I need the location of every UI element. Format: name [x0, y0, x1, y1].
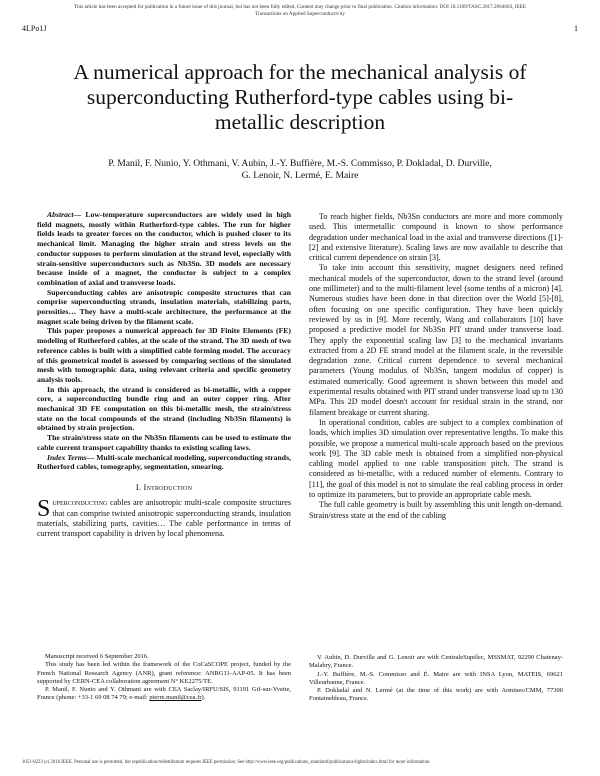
body-paragraph-3: In operational condition, cables are subject to a complex combination of loads, which implies 3D simulation over representative lengths. To make this possible, we propose a numerical multi-scale approach based on the previous work [9]. The 3D cable mesh is obtained from a simplified non-physical cabling model applied to one cable transposition pitch. The strand is considered as bi-metallic, with a reduced number of elements. Contrary to [11], the goal of this model is not to simulate the real cabling process in order to optimize its parameters, but to provide an appropriate cable mesh.: [309, 417, 563, 500]
footnote-affil-3: J.-Y. Buffière, M.-S. Commisso and É. Maire are with INSA Lyon, MATEIS, 69621 Villeurbanne, France.: [309, 670, 563, 686]
body-paragraph-1: To reach higher fields, Nb3Sn conductors are more and more commonly used. This intermetallic compound is known to show performance degradation under mechanical load in the axial and transverse directions ([1]-[2] and extensive literature). Scaling laws are now available to describe that critical current dependence on strain [3].: [309, 212, 563, 263]
journal-banner: [22, 4, 578, 18]
body-paragraph-4: The full cable geometry is built by assembling this unit length on-demand. Strain/stress state at the end of the cabling: [309, 500, 563, 520]
abstract-p3: This paper proposes a numerical approach for 3D Finite Elements (FE) modeling of Rutherford cables, at the scale of the strand. The 3D mesh of two reference cables is built with a simplified cable forming model. The accuracy of this geometrical model is assessed by comparing sections of the simulated mesh with tomographic data, using relevant criteria and specific geometry analysis tools.: [37, 326, 291, 384]
intro-paragraph: Superconducting cables are anisotropic multi-scale composite structures that can comprise twisted anisotropic superconducting strands, insulation materials, stabilizing parts, cavities… The cable performance in terms of current transport capability is driven by local phenomena.: [37, 496, 291, 539]
paper-code: 4LPo1J: [22, 24, 47, 33]
author-line-1: P. Manil, F. Nunio, Y. Othmani, V. Aubin, J.-Y. Buffière, M.-S. Commisso, P. Dokladal, D. Durville,: [108, 158, 492, 169]
author-list: [60, 158, 540, 182]
footnote-funding: This study has been led within the framework of the CoCaSCOPE project, funded by the French National Research Agency (ANR), grant reference: ANRG11-AAP-05. It has been supported by CERN-CEA collaboration agreement N° KE2275/TE.: [37, 661, 291, 685]
copyright-line: 1051-8223 (c) 2016 IEEE. Personal use is permitted, but republication/redistribution requires IEEE permission. See http://www.ieee.org/publications_standards/publications/rights/index.html for more information.: [22, 760, 431, 765]
section-heading-introduction: I. Introduction: [135, 481, 193, 492]
footnote-affil-2: V. Aubin, D. Durville and G. Lenoir are with CentraleSupélec, MSSMAT, 92290 Chatenay-Malabry, France.: [309, 654, 563, 670]
abstract-p1: Abstract— Low-temperature superconductors are widely used in high field magnets, mostly within Rutherford-type cables. The run for higher fields leads to greater forces on the conductor, which is pushed closer to its mechanical limit. Managing the higher strain and stress levels on the conductor supposes to perform simulation at the strand level, especially with strain-sensitive superconductors such as Nb3Sn. 3D models are necessary because inside of a magnet, the conductor is subject to a complex combination of axial and transverse loads.: [37, 210, 291, 287]
banner-line-1: This article has been accepted for publication in a future issue of this journal, but has not been fully edited. Content may change prior to final publication. Citation information: DOI 10.1109/TASC.2017.2664603, IEEE: [73, 4, 527, 10]
left-column: [37, 210, 291, 539]
footnote-received: Manuscript received 6 September 2016.: [45, 653, 149, 660]
banner-line-2: Transactions on Applied Superconductivity: [255, 11, 345, 17]
drop-cap: S: [37, 496, 51, 523]
index-terms: Index Terms— Multi-scale mechanical modeling, superconducting strands, Rutherford cables, tomography, segmentation, smearing.: [37, 452, 291, 472]
footnotes-right: [309, 654, 563, 704]
body-paragraph-2: To take into account this sensitivity, magnet designers need refined mechanical models of the superconductor, down to the strand level (around one millimeter) and to the multi-filament level (some tenths of a micron) [4]. Numerous studies have been done in that direction over the World [5]-[8], often focusing on one specific configuration. They have been quickly reviewed by us in [9]. More recently, Wang and collaborators [10] have proposed a predictive model for Nb3Sn PIT strand under transverse load. They apply the exponential scaling law [3] to the mechanical invariants extracted from a 2D FE strand model at the filament scale, in the reversible degradation zone. Critical current dependence to several mechanical parameters (Young modulus of Nb3Sn, tangent modulus of copper) is estimated numerically. Good agreement is shown between this model and experimental results obtained with PIT strand under transverse load up to 130 MPa. This 2D model doesn't account for residual strain in the strand, nor filament breakage or current sharing.: [309, 263, 563, 417]
footnote-affiliation: P. Manil, F. Nunio and Y. Othmani are with CEA Saclay/IRFU/SIS, 91191 Gif-sur-Yvette, France (phone: +33-1 69 08 74 79; e-mail: pierre.manil@cea.fr).: [37, 686, 291, 702]
index-terms-label: Index Terms: [47, 452, 87, 462]
footnote-affil-4: P. Dokladal and N. Lermé (at the time of this work) are with Armines/CMM, 77300 Fontainebleau, France.: [309, 687, 563, 703]
author-line-2: G. Lenoir, N. Lermé, E. Maire: [241, 170, 359, 181]
abstract-label: Abstract: [47, 210, 74, 219]
author-email-link[interactable]: pierre.manil@cea.fr: [149, 694, 202, 702]
intro-first-word: uperconducting: [52, 498, 108, 508]
right-column: [309, 212, 563, 521]
abstract-p4: In this approach, the strand is considered as bi-metallic, with a copper core, a superconducting bundle ring and an outer copper ring. After mechanical 3D FE computation on this bi-metallic mesh, the strain/stress state on the local compounds of the strand (including Nb3Sn filaments) is obtained by strain projection.: [37, 384, 291, 433]
abstract: [37, 210, 291, 472]
paper-title: A numerical approach for the mechanical analysis of superconducting Rutherford-type cables using bi-metallic description: [73, 60, 527, 134]
abstract-p5: The strain/stress state on the Nb3Sn filaments can be used to estimate the cable current transport capability thanks to existing scaling laws.: [37, 433, 291, 452]
footnotes-left: [37, 653, 291, 703]
page-number: 1: [574, 24, 578, 33]
abstract-p2: Superconducting cables are anisotropic composite structures that can comprise superconducting strands, insulation materials, stabilizing parts, porosities… They have a multi-scale architecture, the performance at the magnet scale being driven by the filament scale.: [37, 287, 291, 326]
